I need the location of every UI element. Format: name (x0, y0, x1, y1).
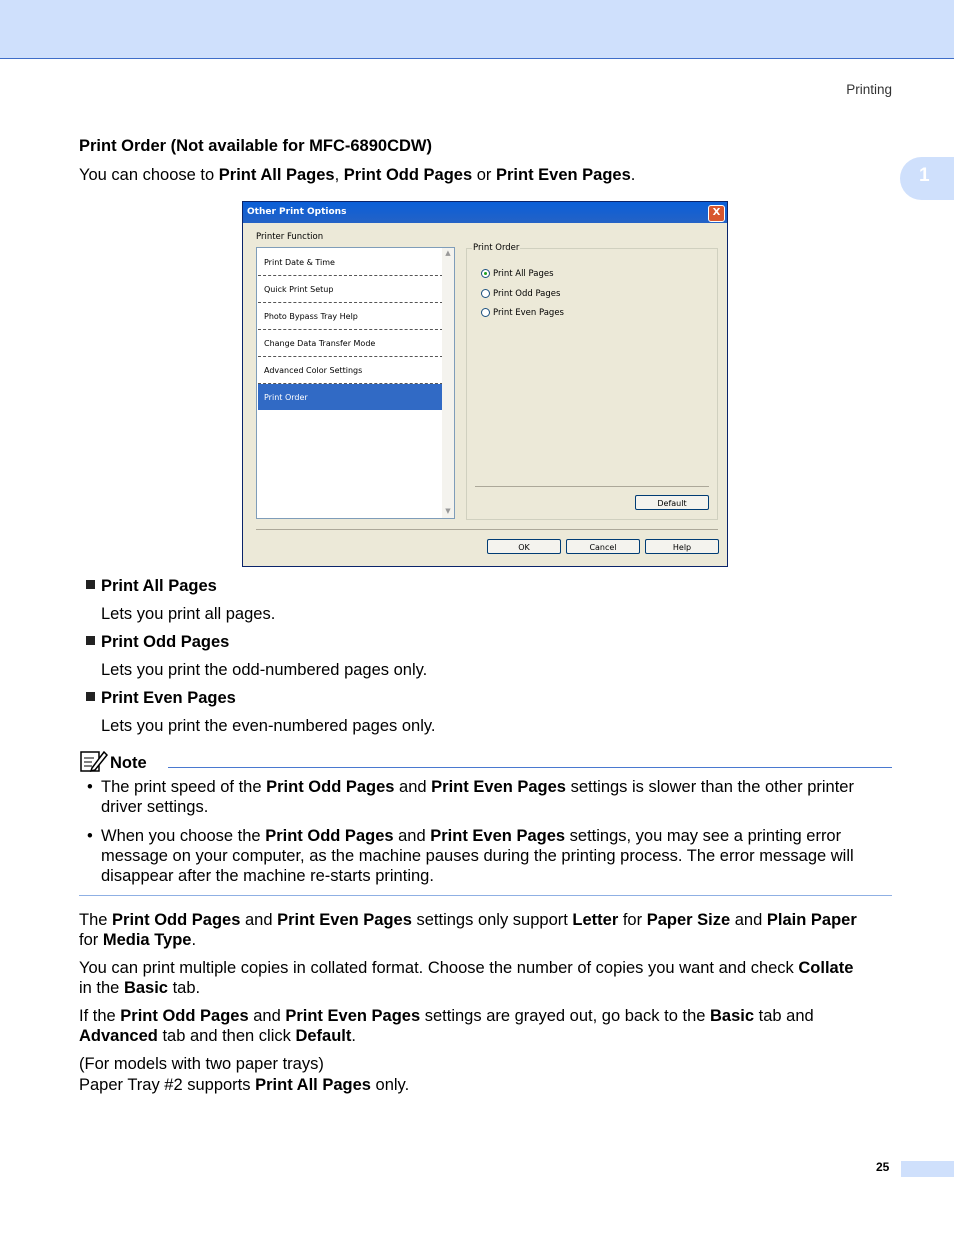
chapter-number: 1 (919, 165, 930, 186)
radio-print-all[interactable] (481, 269, 490, 278)
dialog-divider (256, 529, 718, 530)
page-number: 25 (876, 1160, 890, 1174)
default-button[interactable]: Default (635, 495, 709, 510)
ok-button[interactable]: OK (487, 539, 561, 554)
section-heading: Print Order (Not available for MFC-6890CDW) (79, 137, 432, 155)
item-desc: Lets you print the even-numbered pages only. (101, 717, 436, 735)
item-title: Print Odd Pages (101, 633, 230, 651)
cancel-button[interactable]: Cancel (566, 539, 640, 554)
para1-line-1: The Print Odd Pages and Print Even Pages settings only support Letter for Paper Size and Plain Paper (79, 911, 857, 929)
scroll-up-icon[interactable]: ▲ (445, 249, 451, 257)
note-top-rule (168, 767, 892, 768)
function-item[interactable]: Change Data Transfer Mode (258, 330, 443, 357)
header-bar (0, 0, 954, 59)
para3-line-1: If the Print Odd Pages and Print Even Pages settings are grayed out, go back to the Basic tab and (79, 1007, 814, 1025)
item-desc: Lets you print all pages. (101, 605, 276, 623)
function-item[interactable]: Quick Print Setup (258, 276, 443, 303)
bullet-square-icon (86, 636, 95, 645)
dialog-title-bar (243, 202, 727, 223)
para2-line-1: You can print multiple copies in collated format. Choose the number of copies you want and check Collate (79, 959, 854, 977)
function-item[interactable]: Print Date & Time (258, 249, 443, 276)
note-label: Note (110, 754, 147, 772)
para4-line-1: (For models with two paper trays) (79, 1055, 324, 1073)
chapter-tab (900, 157, 954, 200)
radio-print-even[interactable] (481, 308, 490, 317)
note-bottom-rule (79, 895, 892, 896)
note-1-line-2: driver settings. (101, 798, 209, 816)
printer-function-list[interactable] (256, 247, 455, 519)
section-label: Printing (846, 82, 892, 97)
radio-print-odd[interactable] (481, 289, 490, 298)
para1-line-2: for Media Type. (79, 931, 197, 949)
note-1-line-1: The print speed of the Print Odd Pages and Print Even Pages settings is slower than the other printer (101, 778, 854, 796)
list-scrollbar[interactable] (442, 248, 454, 518)
bullet-square-icon (86, 580, 95, 589)
radio-label: Print All Pages (493, 269, 554, 279)
item-title: Print All Pages (101, 577, 217, 595)
group-divider (475, 486, 709, 487)
radio-label: Print Odd Pages (493, 289, 561, 299)
para3-line-2: Advanced tab and then click Default. (79, 1027, 356, 1045)
scroll-down-icon[interactable]: ▼ (445, 507, 451, 515)
dialog-title: Other Print Options (247, 207, 347, 217)
function-item[interactable]: Advanced Color Settings (258, 357, 443, 384)
page-bar (901, 1161, 954, 1177)
note-2-line-1: When you choose the Print Odd Pages and Print Even Pages settings, you may see a printing error (101, 827, 842, 845)
print-order-group-label: Print Order (473, 243, 520, 253)
close-icon[interactable]: X (708, 205, 725, 222)
printer-function-label: Printer Function (256, 232, 324, 242)
item-title: Print Even Pages (101, 689, 236, 707)
note-bullet: • (87, 778, 93, 796)
item-desc: Lets you print the odd-numbered pages only. (101, 661, 428, 679)
note-2-line-3: disappear after the machine re-starts printing. (101, 867, 434, 885)
function-item[interactable]: Photo Bypass Tray Help (258, 303, 443, 330)
intro-text: You can choose to Print All Pages, Print Odd Pages or Print Even Pages. (79, 166, 636, 184)
other-print-options-dialog (242, 201, 728, 567)
bullet-square-icon (86, 692, 95, 701)
help-button[interactable]: Help (645, 539, 719, 554)
note-pencil-icon (80, 749, 108, 773)
note-bullet: • (87, 827, 93, 845)
para4-line-2: Paper Tray #2 supports Print All Pages only. (79, 1076, 410, 1094)
note-2-line-2: message on your computer, as the machine pauses during the printing process. The error message will (101, 847, 854, 865)
function-item-selected[interactable]: Print Order (258, 384, 443, 410)
para2-line-2: in the Basic tab. (79, 979, 201, 997)
radio-label: Print Even Pages (493, 308, 564, 318)
